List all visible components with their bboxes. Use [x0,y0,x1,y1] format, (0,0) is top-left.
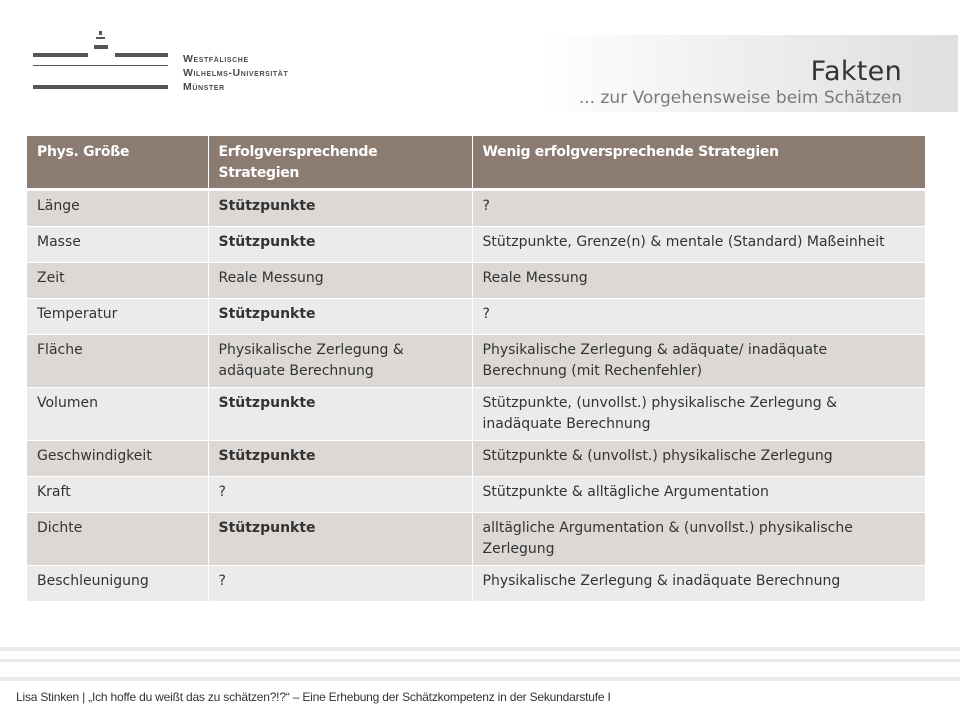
table-row [27,335,925,388]
footer-divider-2 [0,659,960,662]
cell-unsuccessful-strategy: Stützpunkte, Grenze(n) & mentale (Standard) Maßeinheit [472,227,925,263]
cell-successful-strategy: Stützpunkte [208,227,472,263]
table-row [27,477,925,513]
logo-line-3: Münster [183,81,225,93]
cell-quantity: Fläche [27,335,208,388]
cell-unsuccessful-strategy: ? [472,190,925,227]
logo-line-right [115,53,168,57]
table-row [27,513,925,566]
cell-unsuccessful-strategy: ? [472,299,925,335]
cell-successful-strategy: Reale Messung [208,263,472,299]
column-header-successful: Erfolgversprechende Strategien [208,136,472,190]
column-header-quantity: Phys. Größe [27,136,208,190]
cell-quantity: Geschwindigkeit [27,441,208,477]
logo-dome-top [99,31,102,35]
footer-divider-3 [0,677,960,681]
logo-dome-small [96,37,105,39]
logo-line-bottom [33,85,168,89]
cell-unsuccessful-strategy: Stützpunkte, (unvollst.) physikalische Zerlegung & inadäquate Berechnung [472,388,925,441]
cell-quantity: Kraft [27,477,208,513]
cell-successful-strategy: Physikalische Zerlegung & adäquate Berechnung [208,335,472,388]
cell-successful-strategy: Stützpunkte [208,513,472,566]
cell-successful-strategy: ? [208,566,472,602]
cell-successful-strategy: Stützpunkte [208,190,472,227]
logo-line-middle [33,65,168,66]
slide-title: Fakten [810,56,902,87]
cell-unsuccessful-strategy: Physikalische Zerlegung & adäquate/ inadäquate Berechnung (mit Rechenfehler) [472,335,925,388]
table-row [27,388,925,441]
cell-quantity: Beschleunigung [27,566,208,602]
table-body [27,190,925,602]
table-row [27,566,925,602]
table-row [27,263,925,299]
cell-unsuccessful-strategy: Physikalische Zerlegung & inadäquate Berechnung [472,566,925,602]
cell-unsuccessful-strategy: Stützpunkte & (unvollst.) physikalische Zerlegung [472,441,925,477]
cell-quantity: Dichte [27,513,208,566]
footer-divider-1 [0,647,960,651]
table-row [27,441,925,477]
cell-successful-strategy: Stützpunkte [208,299,472,335]
logo-line-left [33,53,88,57]
strategies-table [27,136,925,602]
table-row [27,190,925,227]
column-header-unsuccessful: Wenig erfolgversprechende Strategien [472,136,925,190]
logo-wordmark [183,52,288,94]
cell-quantity: Temperatur [27,299,208,335]
cell-unsuccessful-strategy: Reale Messung [472,263,925,299]
footer-citation: Lisa Stinken | „Ich hoffe du weißt das zu schätzen?!?“ – Eine Erhebung der Schätzkompetenz in der Sekundarstufe I [16,690,611,704]
logo-line-1: Westfälische [183,53,249,65]
cell-quantity: Masse [27,227,208,263]
logo-dome-base [94,45,108,49]
table-row [27,299,925,335]
cell-unsuccessful-strategy: alltägliche Argumentation & (unvollst.) physikalische Zerlegung [472,513,925,566]
table-row [27,227,925,263]
cell-quantity: Volumen [27,388,208,441]
logo-line-2: Wilhelms-Universität [183,67,289,79]
cell-unsuccessful-strategy: Stützpunkte & alltägliche Argumentation [472,477,925,513]
table-header-row [27,136,925,190]
slide-subtitle: ... zur Vorgehensweise beim Schätzen [578,88,902,108]
cell-quantity: Länge [27,190,208,227]
cell-successful-strategy: Stützpunkte [208,441,472,477]
cell-quantity: Zeit [27,263,208,299]
cell-successful-strategy: Stützpunkte [208,388,472,441]
cell-successful-strategy: ? [208,477,472,513]
